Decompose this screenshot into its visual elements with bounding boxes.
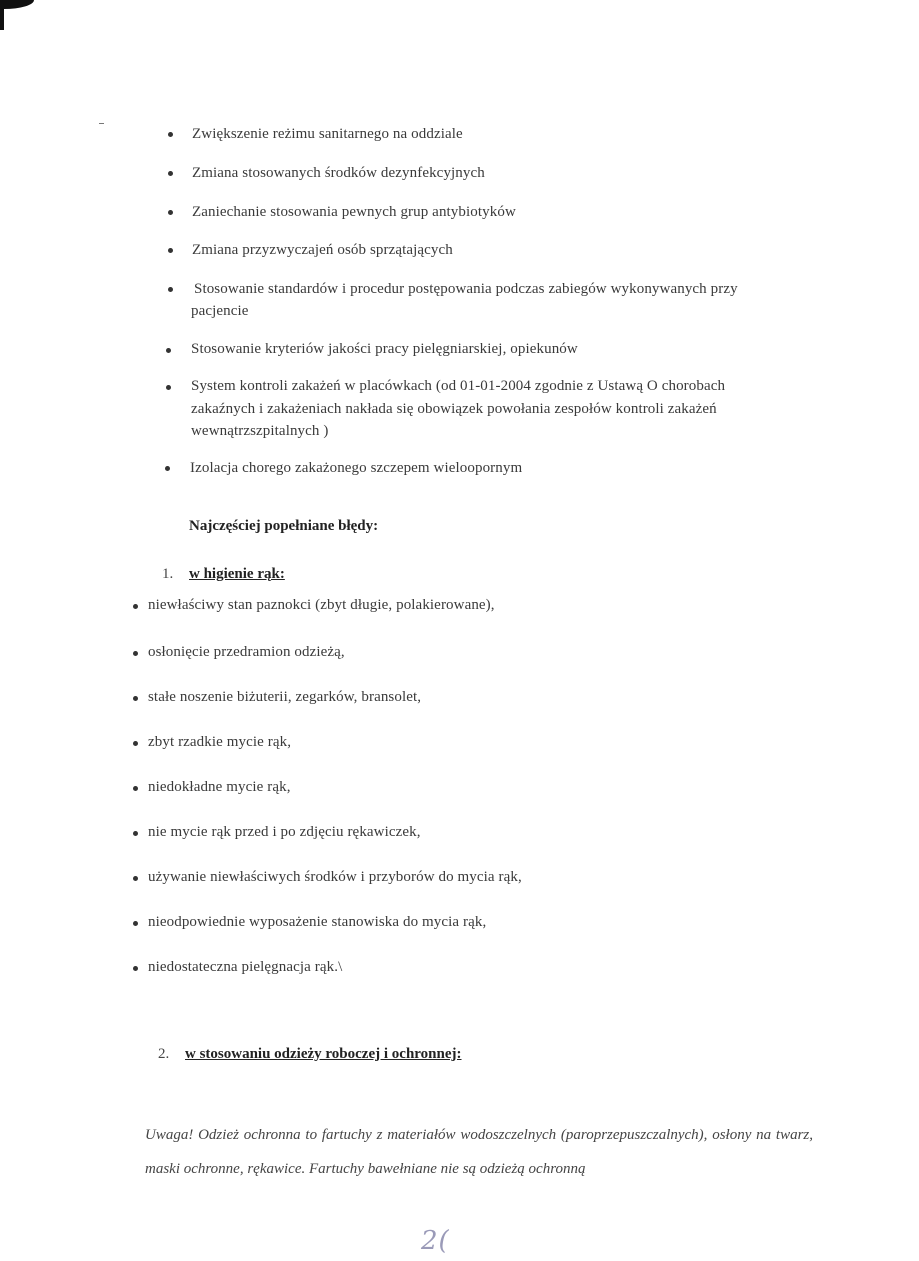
list-item: nie mycie rąk przed i po zdjęciu rękawiczek,: [148, 824, 421, 840]
list-item: Zmiana stosowanych środków dezynfekcyjnych: [192, 165, 485, 181]
bullet-dot: [166, 348, 171, 353]
list-item: nieodpowiednie wyposażenie stanowiska do mycia rąk,: [148, 914, 487, 930]
list-item: Zwiększenie reżimu sanitarnego na oddziale: [192, 126, 463, 142]
bullet-dot: [133, 604, 138, 609]
section2-title: w stosowaniu odzieży roboczej i ochronnej:: [185, 1046, 462, 1062]
list-item: stałe noszenie biżuterii, zegarków, bransolet,: [148, 689, 422, 705]
section1-title: w higienie rąk:: [189, 566, 285, 582]
protective-clothing-note: Uwaga! Odzież ochronna to fartuchy z materiałów wodoszczelnych (paroprzepuszczalnych), osłony na twarz, maski ochronne, rękawice. Fartuchy bawełniane nie są odzieżą ochronną: [145, 1127, 813, 1177]
list-item: System kontroli zakażeń w placówkach (od 01-01-2004 zgodnie z Ustawą O chorobach: [191, 378, 726, 394]
scan-stray-dash: [99, 123, 104, 124]
scan-corner-mark: [0, 0, 34, 9]
list-item-continuation: zakaźnych i zakażeniach nakłada się obowiązek powołania zespołów kontroli zakażeń: [191, 401, 717, 417]
list-item: osłonięcie przedramion odzieżą,: [148, 644, 345, 660]
bullet-dot: [133, 651, 138, 656]
scan-edge-mark: [0, 0, 4, 30]
list-item-continuation: pacjencie: [191, 303, 249, 319]
bullet-dot: [168, 171, 173, 176]
bullet-dot: [165, 466, 170, 471]
bullet-dot: [168, 210, 173, 215]
bullet-dot: [168, 287, 173, 292]
list-item: niedostateczna pielęgnacja rąk.\: [148, 959, 343, 975]
section1-number: 1.: [162, 566, 174, 582]
list-item: zbyt rzadkie mycie rąk,: [148, 734, 292, 750]
bullet-dot: [133, 786, 138, 791]
bullet-dot: [168, 132, 173, 137]
bullet-dot: [133, 876, 138, 881]
list-item: Zaniechanie stosowania pewnych grup antybiotyków: [192, 204, 516, 220]
bullet-dot: [133, 966, 138, 971]
list-item: Zmiana przyzwyczajeń osób sprzątających: [192, 242, 453, 258]
bullet-dot: [133, 696, 138, 701]
bullet-dot: [133, 741, 138, 746]
list-item: niedokładne mycie rąk,: [148, 779, 291, 795]
bullet-dot: [166, 385, 171, 390]
bullet-dot: [133, 831, 138, 836]
list-item: Stosowanie standardów i procedur postępowania podczas zabiegów wykonywanych przy: [194, 281, 738, 297]
bullet-dot: [168, 248, 173, 253]
list-item: używanie niewłaściwych środków i przyborów do mycia rąk,: [148, 869, 522, 885]
list-item: Stosowanie kryteriów jakości pracy pielęgniarskiej, opiekunów: [191, 341, 578, 357]
section2-number: 2.: [158, 1046, 170, 1062]
list-item: niewłaściwy stan paznokci (zbyt długie, polakierowane),: [148, 597, 495, 613]
errors-heading: Najczęściej popełniane błędy:: [189, 518, 379, 534]
bullet-dot: [133, 921, 138, 926]
list-item-continuation: wewnątrzszpitalnych ): [191, 423, 329, 439]
list-item: Izolacja chorego zakażonego szczepem wieloopornym: [190, 460, 523, 476]
handwritten-page-number: 2(: [421, 1226, 450, 1256]
